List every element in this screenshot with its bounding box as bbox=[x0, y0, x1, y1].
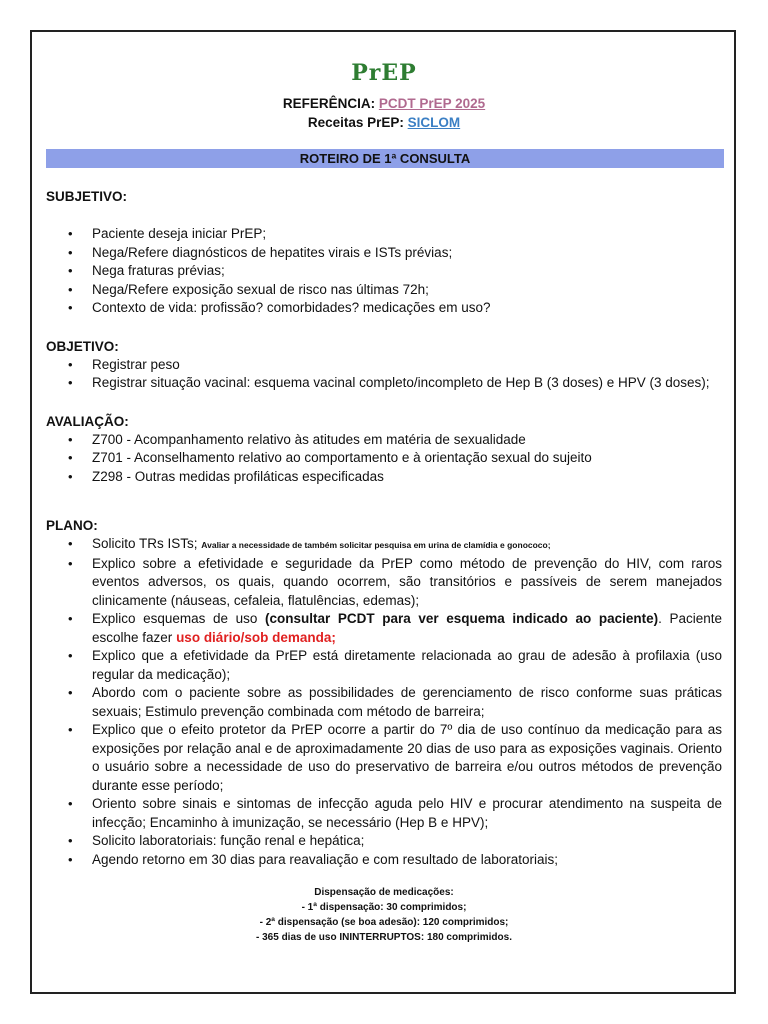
list-item: • Contexto de vida: profissão? comorbidades? medicações em uso? bbox=[46, 299, 722, 318]
list-item: • Registrar situação vacinal: esquema vacinal completo/incompleto de Hep B (3 doses) e HPV (3 doses); bbox=[46, 374, 722, 393]
list-item: • Z298 - Outras medidas profiláticas especificadas bbox=[46, 468, 722, 487]
objetivo-title: OBJETIVO: bbox=[46, 338, 119, 354]
plano-list bbox=[46, 535, 722, 869]
document-title: PrEP bbox=[351, 60, 417, 86]
list-item: • Abordo com o paciente sobre as possibilidades de gerenciamento de risco conforme suas práticas sexuais; Estimulo prevenção combinada com método de barreira; bbox=[46, 684, 722, 721]
list-item: • Oriento sobre sinais e sintomas de infecção aguda pelo HIV e procurar atendimento na suspeita de infecção; Encaminho à imunização, se necessário (Hep B e HPV); bbox=[46, 795, 722, 832]
list-item: • Nega fraturas prévias; bbox=[46, 262, 722, 281]
subjetivo-section bbox=[46, 187, 722, 318]
list-item bbox=[46, 535, 722, 555]
list-item: • Agendo retorno em 30 dias para reavaliação e com resultado de laboratoriais; bbox=[46, 851, 722, 870]
plano-item1-main: Solicito TRs ISTs; bbox=[92, 536, 198, 551]
list-item: • Paciente deseja iniciar PrEP; bbox=[46, 225, 722, 244]
plano-title: PLANO: bbox=[46, 518, 98, 533]
list-item: • Explico sobre a efetividade e seguridade da PrEP como método de prevenção do HIV, com raros eventos adversos, os quais, quando ocorrem, são transitórios e passíveis de serem manejados clinicamente (náuseas, cefaleia, flatulências, edemas); bbox=[46, 555, 722, 611]
siclom-link[interactable]: SICLOM bbox=[407, 115, 461, 130]
list-item: • Explico que o efeito protetor da PrEP ocorre a partir do 7º dia de uso contínuo da medicação para as exposições por relação anal e de aproximadamente 20 dias de uso para as exposições vaginais. Oriento o usuário sobre a necessidade de uso do preservativo de barreira e/ou outros métodos de prevenção durante esse período; bbox=[46, 721, 722, 795]
receitas-line bbox=[46, 113, 722, 132]
list-item: • Nega/Refere diagnósticos de hepatites virais e ISTs prévias; bbox=[46, 244, 722, 263]
referencia-line bbox=[46, 94, 722, 113]
subjetivo-list bbox=[46, 225, 722, 318]
list-item: • Explico que a efetividade da PrEP está diretamente relacionada ao grau de adesão à profilaxia (uso regular da medicação); bbox=[46, 647, 722, 684]
document-content bbox=[46, 60, 722, 945]
list-item bbox=[46, 610, 722, 647]
plano-item3-bold: (consultar PCDT para ver esquema indicado ao paciente) bbox=[265, 611, 659, 626]
plano-section bbox=[46, 516, 722, 869]
dispensacao-line: - 365 dias de uso ININTERRUPTOS: 180 comprimidos. bbox=[256, 932, 512, 943]
objetivo-section bbox=[46, 337, 722, 393]
objetivo-list bbox=[46, 356, 722, 393]
list-item: • Z701 - Aconselhamento relativo ao comportamento e à orientação sexual do sujeito bbox=[46, 449, 722, 468]
list-item: • Registrar peso bbox=[46, 356, 722, 375]
plano-item3-red: uso diário/sob demanda; bbox=[176, 629, 336, 645]
plano-item3-a: Explico esquemas de uso bbox=[92, 611, 258, 626]
dispensacao-block bbox=[46, 885, 722, 945]
referencia-label: REFERÊNCIA: bbox=[282, 96, 376, 111]
subjetivo-title: SUBJETIVO: bbox=[46, 189, 128, 204]
section-banner: ROTEIRO DE 1ª CONSULTA bbox=[46, 149, 724, 168]
list-item: • Z700 - Acompanhamento relativo às atitudes em matéria de sexualidade bbox=[46, 431, 722, 450]
plano-item3-b: . Paciente escolhe fazer bbox=[92, 611, 722, 645]
dispensacao-line: - 2ª dispensação (se boa adesão): 120 comprimidos; bbox=[259, 917, 509, 928]
list-item: • Solicito laboratoriais: função renal e hepática; bbox=[46, 832, 722, 851]
plano-item1-note: Avaliar a necessidade de também solicitar pesquisa em urina de clamídia e gonococo; bbox=[201, 540, 551, 550]
dispensacao-title: Dispensação de medicações: bbox=[314, 887, 454, 898]
pcdt-link[interactable]: PCDT PrEP 2025 bbox=[378, 96, 486, 111]
avaliacao-title: AVALIAÇÃO: bbox=[46, 413, 129, 429]
avaliacao-list bbox=[46, 431, 722, 487]
dispensacao-line: - 1ª dispensação: 30 comprimidos; bbox=[301, 902, 467, 913]
avaliacao-section bbox=[46, 412, 722, 487]
receitas-label: Receitas PrEP: bbox=[307, 115, 404, 130]
list-item: • Nega/Refere exposição sexual de risco nas últimas 72h; bbox=[46, 281, 722, 300]
